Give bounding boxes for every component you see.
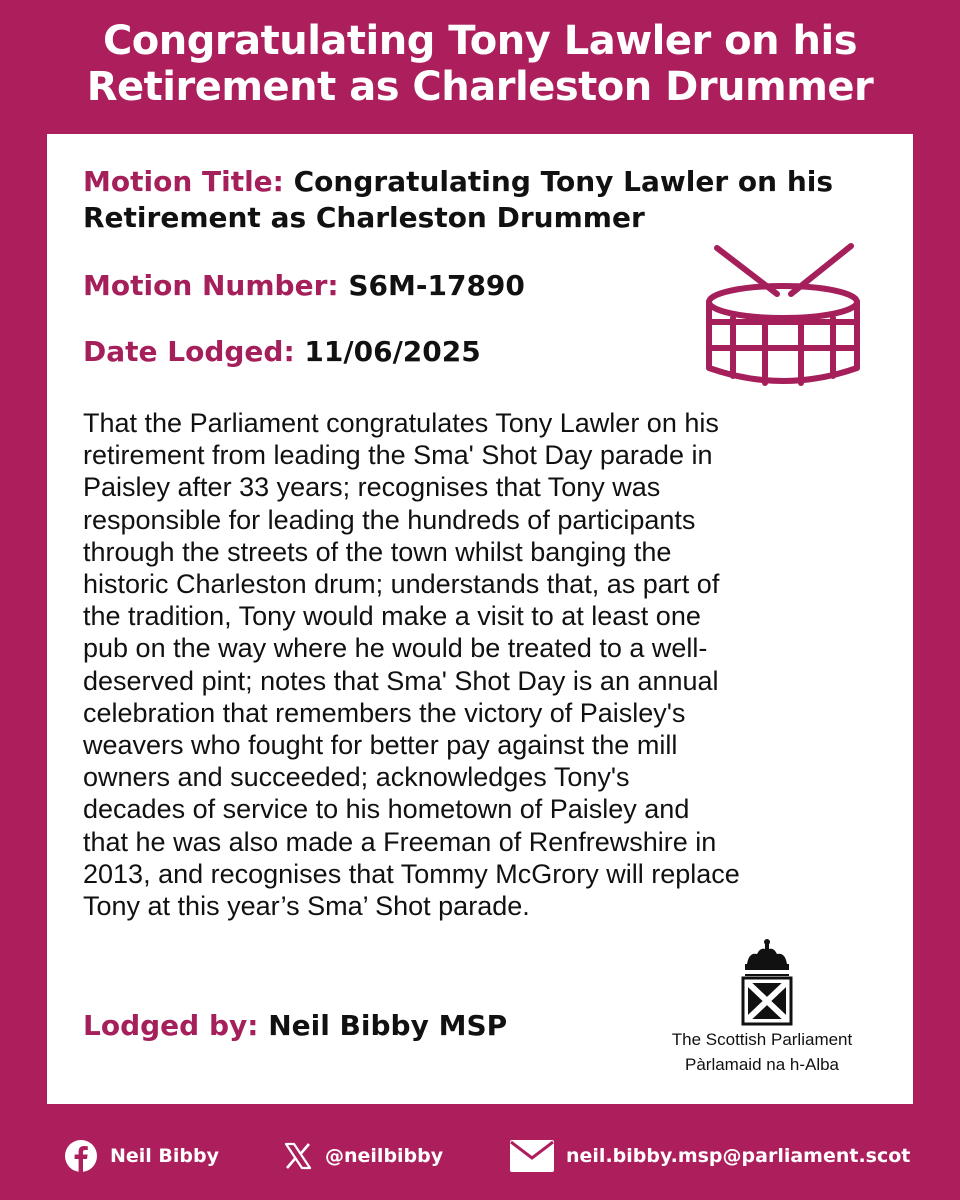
facebook-icon xyxy=(64,1139,98,1173)
page-headline xyxy=(0,18,960,110)
headline-line-2: Retirement as Charleston Drummer xyxy=(86,64,874,110)
motion-body-line: That the Parliament congratulates Tony Lawler on his xyxy=(83,408,719,438)
motion-body xyxy=(83,407,883,922)
motion-body-line: Paisley after 33 years; recognises that Tony was xyxy=(83,472,661,503)
lodged-by xyxy=(83,1008,507,1044)
motion-body-line: responsible for leading the hundreds of participants xyxy=(83,504,696,535)
motion-body-line: owners and succeeded; acknowledges Tony's xyxy=(83,762,630,793)
motion-title xyxy=(83,164,843,236)
email-link[interactable] xyxy=(510,1136,910,1176)
motion-body-line: retirement from leading the Sma' Shot Day parade in xyxy=(83,440,713,471)
x-link[interactable] xyxy=(283,1136,443,1176)
drum-icon xyxy=(703,238,863,398)
motion-number-label: Motion Number: xyxy=(83,269,339,302)
motion-number-value: S6M-17890 xyxy=(348,269,525,302)
motion-body-line: through the streets of the town whilst banging the xyxy=(83,536,672,567)
date-lodged xyxy=(83,334,481,370)
date-lodged-label: Date Lodged: xyxy=(83,335,295,368)
parliament-name-gd: Pàrlamaid na h-Alba xyxy=(684,1055,840,1074)
x-icon xyxy=(283,1141,313,1171)
parliament-name-en: The Scottish Parliament xyxy=(671,1030,853,1049)
motion-body-line: that he was also made a Freeman of Renfrewshire in xyxy=(83,826,717,857)
motion-title-value: Congratulating Tony Lawler on his Retirement as Charleston Drummer xyxy=(83,165,834,234)
facebook-name: Neil Bibby xyxy=(110,1145,220,1167)
headline-line-1: Congratulating Tony Lawler on his xyxy=(102,18,858,64)
motion-body-line: the tradition, Tony would make a visit to at least one xyxy=(83,601,701,632)
x-handle: @neilbibby xyxy=(325,1145,444,1167)
motion-body-line: decades of service to his hometown of Paisley and xyxy=(83,794,690,825)
motion-body-line: 2013, and recognises that Tommy McGrory will replace xyxy=(83,858,740,889)
facebook-link[interactable] xyxy=(64,1136,219,1176)
motion-body-line: celebration that remembers the victory of Paisley's xyxy=(83,697,686,728)
parliament-crest-icon xyxy=(737,938,797,1028)
motion-card xyxy=(47,134,913,1104)
motion-title-label: Motion Title: xyxy=(83,165,284,198)
email-address: neil.bibby.msp@parliament.scot xyxy=(566,1145,911,1167)
lodged-by-label: Lodged by: xyxy=(83,1009,259,1042)
motion-body-line: weavers who fought for better pay against the mill xyxy=(83,730,678,761)
date-lodged-value: 11/06/2025 xyxy=(304,335,481,368)
motion-number xyxy=(83,268,525,304)
motion-body-line: pub on the way where he would be treated to a well- xyxy=(83,633,708,664)
motion-body-line: deserved pint; notes that Sma' Shot Day is an annual xyxy=(83,665,719,696)
lodged-by-value: Neil Bibby MSP xyxy=(268,1009,508,1042)
mail-icon xyxy=(510,1140,554,1172)
motion-body-line: Tony at this year’s Sma’ Shot parade. xyxy=(83,891,530,922)
motion-body-line: historic Charleston drum; understands that, as part of xyxy=(83,569,720,600)
